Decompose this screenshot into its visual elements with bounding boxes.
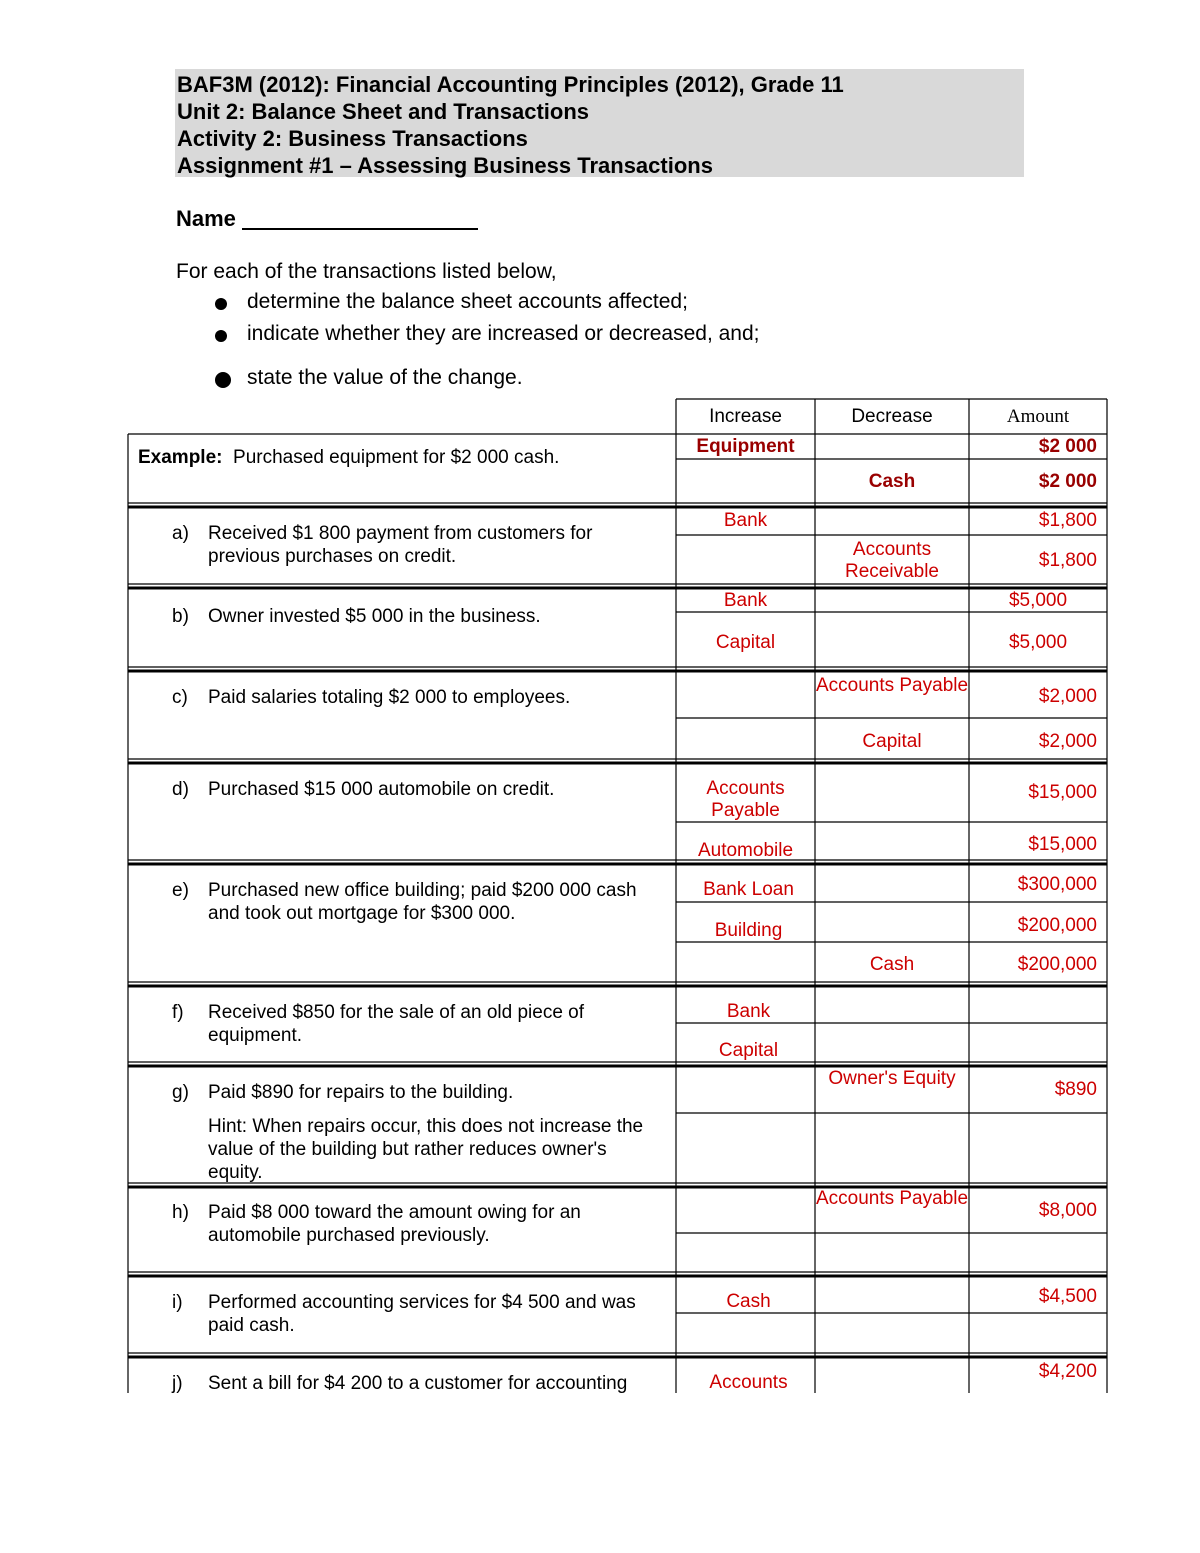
example-increase-1: Equipment: [696, 436, 795, 457]
unit-title: Unit 2: Balance Sheet and Transactions: [177, 99, 590, 124]
example-decrease-2: Cash: [868, 471, 916, 492]
cell-amount: $890: [1054, 1079, 1097, 1100]
instructions-intro: For each of the transactions listed below,: [176, 260, 557, 283]
cell-increase: Accounts Payable: [706, 778, 785, 821]
cell-amount: $4,200: [1038, 1361, 1097, 1382]
cell-amount: $2,000: [1038, 731, 1097, 752]
cell-decrease: Capital: [862, 731, 922, 752]
cell-amount: $1,800: [1038, 550, 1097, 571]
activity-title: Activity 2: Business Transactions: [177, 126, 528, 151]
bullet-icon: [215, 298, 227, 310]
cell-amount: $200,000: [1017, 915, 1097, 936]
cell-amount: $1,800: [1038, 510, 1097, 531]
example-row: [138, 447, 559, 469]
cell-amount: $8,000: [1038, 1200, 1097, 1221]
cell-increase: Bank: [723, 590, 768, 611]
example-amount-2: $2 000: [1038, 471, 1097, 492]
cell-increase: Bank: [726, 1001, 771, 1022]
example-amount-1: $2 000: [1038, 436, 1097, 457]
column-header-amount: Amount: [1006, 406, 1070, 427]
cell-increase: Cash: [726, 1291, 771, 1312]
cell-increase: Bank Loan: [703, 879, 794, 900]
cell-increase: Capital: [715, 632, 776, 653]
cell-amount: $5,000: [1008, 632, 1068, 653]
cell-amount: $300,000: [1017, 874, 1097, 895]
cell-decrease: Accounts Payable: [815, 1188, 969, 1209]
course-title: BAF3M (2012): Financial Accounting Principles (2012), Grade 11: [177, 72, 844, 97]
bullet-icon: [215, 372, 231, 388]
cell-decrease: Cash: [869, 954, 915, 975]
name-field: [176, 206, 478, 232]
example-text: Purchased equipment for $2 000 cash.: [233, 447, 560, 468]
cell-amount: $5,000: [1008, 590, 1068, 611]
cell-increase: Building: [714, 920, 783, 941]
cell-increase: Accounts: [709, 1372, 788, 1393]
cell-decrease: Accounts Receivable: [845, 539, 939, 582]
cell-increase: Automobile: [697, 840, 794, 861]
example-label: Example:: [138, 447, 223, 468]
cell-amount: $200,000: [1017, 954, 1097, 975]
bullet-icon: [215, 330, 227, 342]
cell-decrease: Accounts Payable: [815, 675, 969, 696]
cell-amount: $2,000: [1038, 686, 1097, 707]
document-header: [175, 69, 1024, 177]
column-header-increase: Increase: [709, 406, 782, 427]
column-header-decrease: Decrease: [851, 406, 933, 427]
cell-amount: $15,000: [1028, 834, 1097, 855]
cell-decrease: Owner's Equity: [828, 1068, 956, 1089]
cell-increase: Capital: [718, 1040, 779, 1061]
cell-increase: Bank: [723, 510, 768, 531]
name-blank[interactable]: [242, 206, 478, 230]
cell-amount: $4,500: [1038, 1286, 1097, 1307]
assignment-title: Assignment #1 – Assessing Business Transactions: [177, 153, 713, 178]
cell-amount: $15,000: [1028, 782, 1097, 803]
name-label: Name: [176, 206, 236, 231]
